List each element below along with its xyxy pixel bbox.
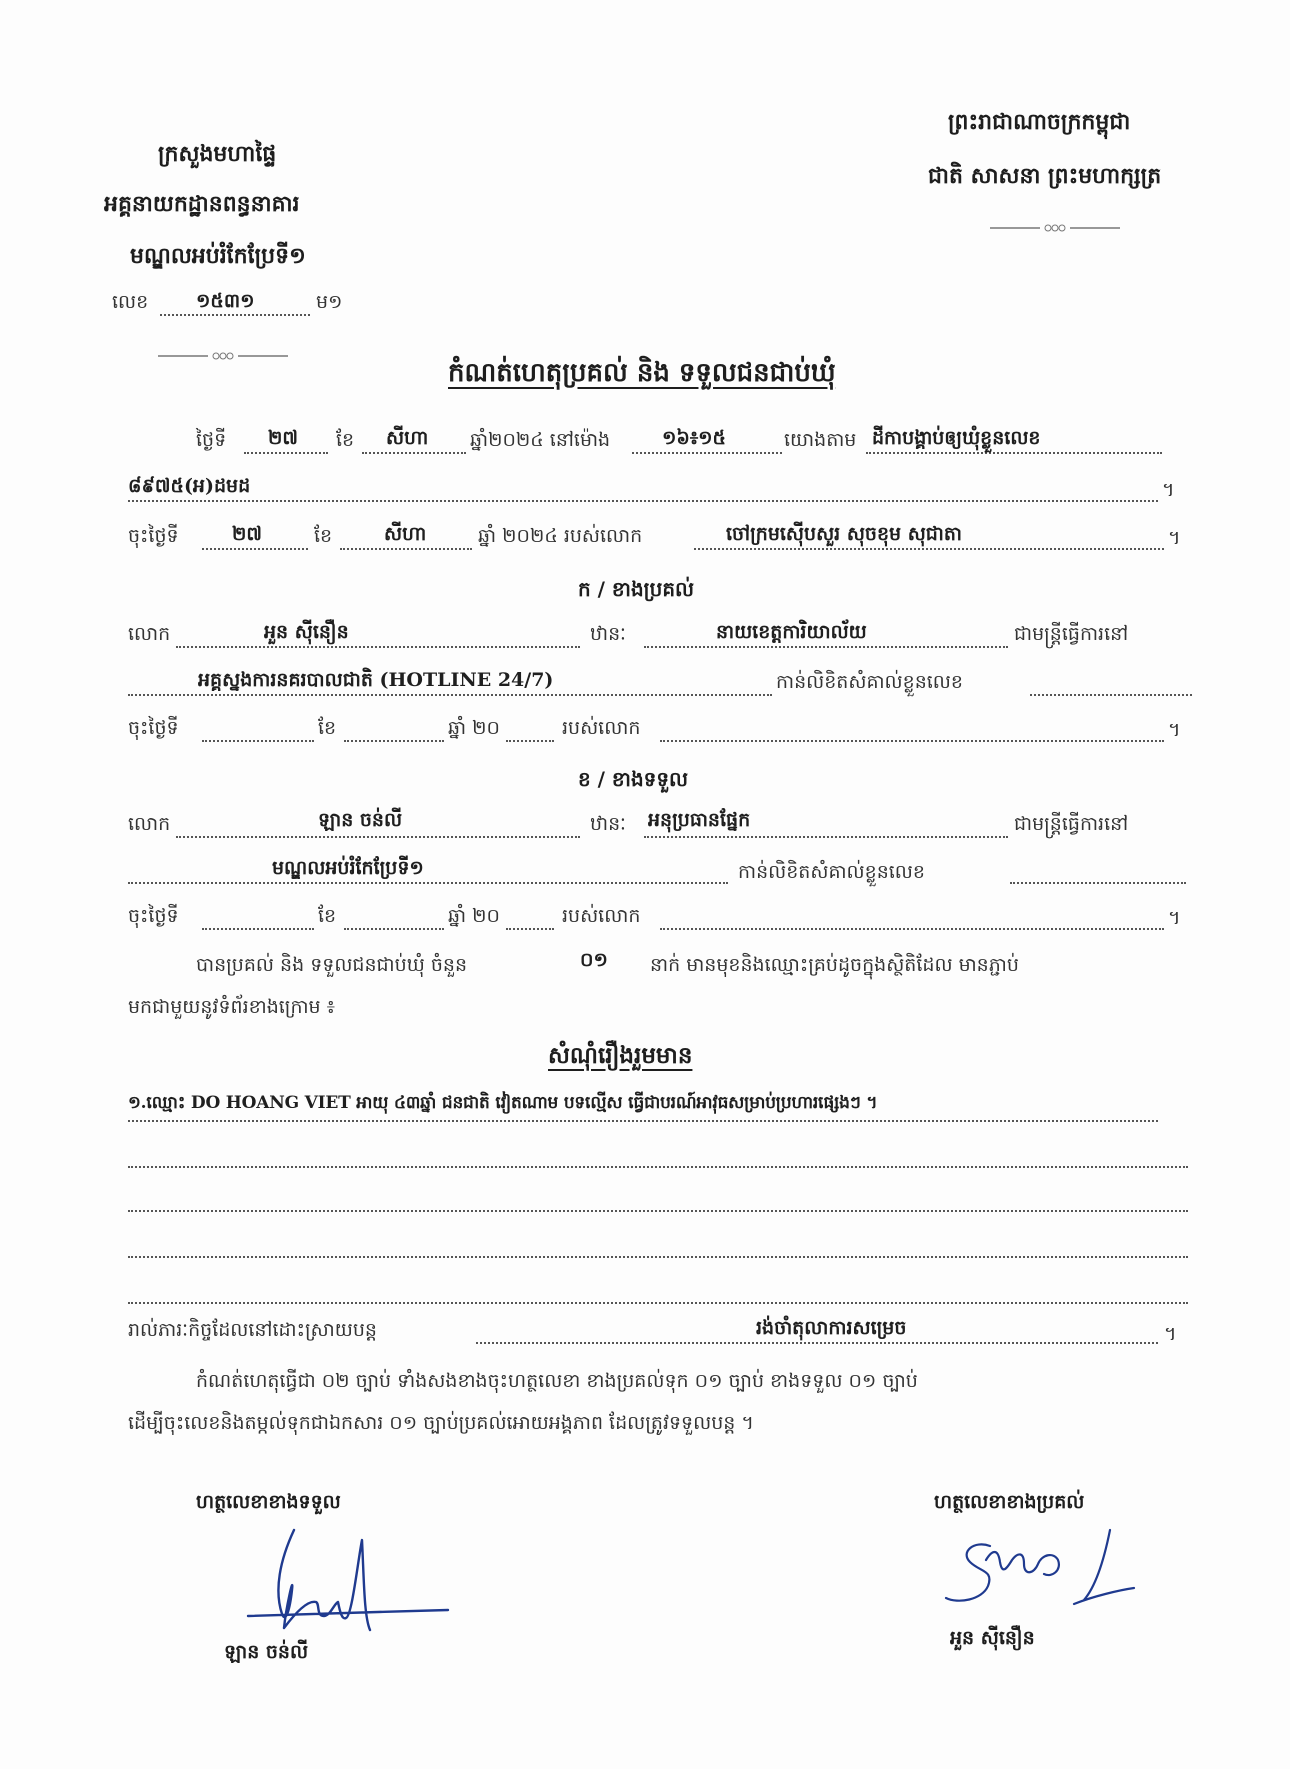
file-heading: សំណុំរឿងរួមមាន (548, 1042, 693, 1069)
header-ornament-left (158, 350, 288, 362)
receiver-signature-label: ហត្ថលេខាខាងទទួល (196, 1491, 341, 1513)
department-name: អគ្គនាយកដ្ឋានពន្ធនាគារ (104, 191, 300, 217)
file-entry-1-dots (128, 1120, 1158, 1122)
file-blank-line-1 (128, 1166, 1188, 1168)
national-motto: ជាតិ សាសនា ព្រះមហាក្សត្រ (928, 163, 1162, 189)
giver-by-label: របស់លោក (562, 717, 641, 739)
file-blank-line-2 (128, 1210, 1188, 1212)
transfer-count: ០១ (580, 949, 608, 971)
intro-year-text: ឆ្នាំ២០២៤ នៅម៉ោង (470, 429, 611, 451)
transfer-text-a: បានប្រគល់ និង ទទួលជនជាប់ឃុំ ចំនួន (196, 954, 468, 976)
giver-year-dots (506, 740, 554, 742)
giver-year-label: ឆ្នាំ ២០ (448, 717, 500, 739)
intro-day-value: ២៧ (268, 427, 298, 449)
dated-month-label: ខែ (314, 525, 333, 547)
giver-by-dots (660, 740, 1164, 742)
ministry-name: ក្រសួងមហាផ្ទៃ (158, 141, 277, 167)
giver-rank: នាយខេត្តការិយាល័យ (716, 621, 867, 643)
closing-line2: ដើម្បីចុះលេខនិងតម្កល់ទុកជាឯកសារ ០១ ច្បាប់ប្រគល់អោយអង្គភាព ដែលត្រូវទទួលបន្ត ។ (128, 1412, 754, 1434)
order-end-mark: ។ (1162, 479, 1175, 501)
receiver-name-dots (176, 836, 580, 838)
header-ornament-right (990, 222, 1120, 234)
receiver-signer-name: ឡាន ចន់លី (224, 1641, 309, 1663)
receiver-year-label: ឆ្នាំ ២០ (448, 905, 500, 927)
intro-month-value: សីហា (386, 427, 429, 449)
document-number (112, 290, 148, 318)
giver-name: អួន ស៊ីនឿន (264, 621, 349, 643)
dated-month: សីហា (384, 523, 427, 545)
receiver-year-dots (506, 928, 554, 930)
receiver-rank-dots (644, 836, 1008, 838)
closing-line1: កំណត់ហេតុធ្វើជា ០២ ច្បាប់ ទាំងសងខាងចុះហត្ថលេខា ខាងប្រគល់ទុក ០១ ច្បាប់ ខាងទទួល ០១ ច្បាប់ (196, 1370, 918, 1392)
giver-signer-name: អួន ស៊ីនឿន (950, 1627, 1035, 1649)
giver-month-dots (344, 740, 444, 742)
receiver-id-label: កាន់លិខិតសំគាល់ខ្លួនលេខ (738, 861, 925, 883)
receiver-heading: ខ / ខាងទទួល (578, 767, 689, 791)
file-blank-line-3 (128, 1256, 1188, 1258)
intro-month-label: ខែ (336, 429, 355, 451)
receiver-end-mark: ។ (1168, 907, 1181, 929)
receiver-month-dots (344, 928, 444, 930)
order-number-dots (128, 500, 1158, 502)
file-blank-line-4 (128, 1302, 1188, 1304)
receiver-month-label: ខែ (318, 905, 337, 927)
receiver-rank: អនុប្រធានផ្នែក (648, 809, 751, 831)
receiver-name: ឡាន ចន់លី (318, 809, 403, 831)
transfer-text-b: នាក់ មានមុខនិងឈ្មោះគ្រប់ដូចក្នុងស្ថិតិដែល មានភ្ជាប់ (650, 954, 1019, 976)
dated-day: ២៧ (232, 523, 262, 545)
receiver-by-label: របស់លោក (562, 905, 641, 927)
order-number: ៨៩៧៥(អ)ដមដ (128, 475, 251, 497)
dated-year: ឆ្នាំ ២០២៤ របស់លោក (478, 525, 643, 547)
center-name: មណ្ឌលអប់រំកែប្រែទី១ (130, 243, 306, 269)
transfer-line2: មកជាមួយនូវទំព័រខាងក្រោម ៖ (128, 996, 335, 1018)
giver-id-label: កាន់លិខិតសំគាល់ខ្លួនលេខ (776, 671, 963, 693)
judge-value: ចៅក្រមស៊ើបសួរ សុចខុម សុជាតា (726, 523, 962, 545)
receiver-dated-label: ចុះថ្ងៃទី (128, 905, 179, 927)
giver-name-label: លោក (128, 623, 171, 645)
file-entry-1: ១.ឈ្មោះ DO HOANG VIET អាយុ ៤៣ឆ្នាំ ជនជាតិ វៀតណាម បទល្មើស ធ្វើជាបរណ៍អាវុធសម្រាប់ប្រហារផ្សេងៗ ។ (128, 1093, 878, 1113)
giver-work-label: ជាមន្ត្រីធ្វើការនៅ (1014, 623, 1129, 645)
receiver-rank-label: ឋានៈ (590, 813, 626, 835)
receiver-by-dots (660, 928, 1164, 930)
dated-label: ចុះថ្ងៃទី (128, 525, 179, 547)
giver-heading: ក / ខាងប្រគល់ (578, 577, 695, 601)
receiver-work-label: ជាមន្ត្រីធ្វើការនៅ (1014, 813, 1129, 835)
number-value: ១៥៣១ (196, 290, 255, 312)
number-suffix: ម១ (316, 291, 343, 313)
giver-id-dots (1030, 694, 1192, 696)
intro-time-value: ១៦៖១៥ (662, 427, 727, 449)
giver-end-mark: ។ (1168, 719, 1181, 741)
receiver-dated-day-dots (202, 928, 314, 930)
number-label: លេខ (112, 291, 149, 313)
giver-signature-label: ហត្ថលេខាខាងប្រគល់ (934, 1491, 1085, 1513)
giver-rank-label: ឋានៈ (590, 623, 626, 645)
giver-name-dots (176, 646, 580, 648)
receiver-workplace: មណ្ឌលអប់រំកែប្រែទី១ (272, 857, 424, 879)
giver-workplace: អគ្គស្នងការនគរបាលជាតិ (HOTLINE 24/7) (198, 669, 554, 691)
kingdom-name: ព្រះរាជាណាចក្រកម្ពុជា (948, 109, 1131, 135)
receiver-name-label: លោក (128, 813, 171, 835)
intro-according-label: យោងតាម (784, 429, 857, 451)
document-title: កំណត់ហេតុប្រគល់ និង ទទួលជនជាប់ឃុំ (448, 358, 836, 388)
giver-signature (934, 1500, 1174, 1630)
receiver-workplace-dots (128, 882, 728, 884)
intro-order-value: ដីកាបង្គាប់ឲ្យឃុំខ្លួនលេខ (872, 427, 1041, 449)
remaining-label: រាល់ភារៈកិច្ចដែលនៅដោះស្រាយបន្ត (128, 1319, 377, 1341)
giver-dated-label: ចុះថ្ងៃទី (128, 717, 179, 739)
remaining-end-mark: ។ (1164, 1323, 1177, 1345)
giver-dated-day-dots (202, 740, 314, 742)
judge-end-mark: ។ (1168, 527, 1181, 549)
intro-day-label: ថ្ងៃទី (196, 429, 227, 451)
remaining-value: រង់ចាំតុលាការសម្រេច (756, 1317, 907, 1339)
receiver-id-dots (1010, 882, 1186, 884)
giver-month-label: ខែ (318, 717, 337, 739)
receiver-signature (220, 1520, 460, 1650)
